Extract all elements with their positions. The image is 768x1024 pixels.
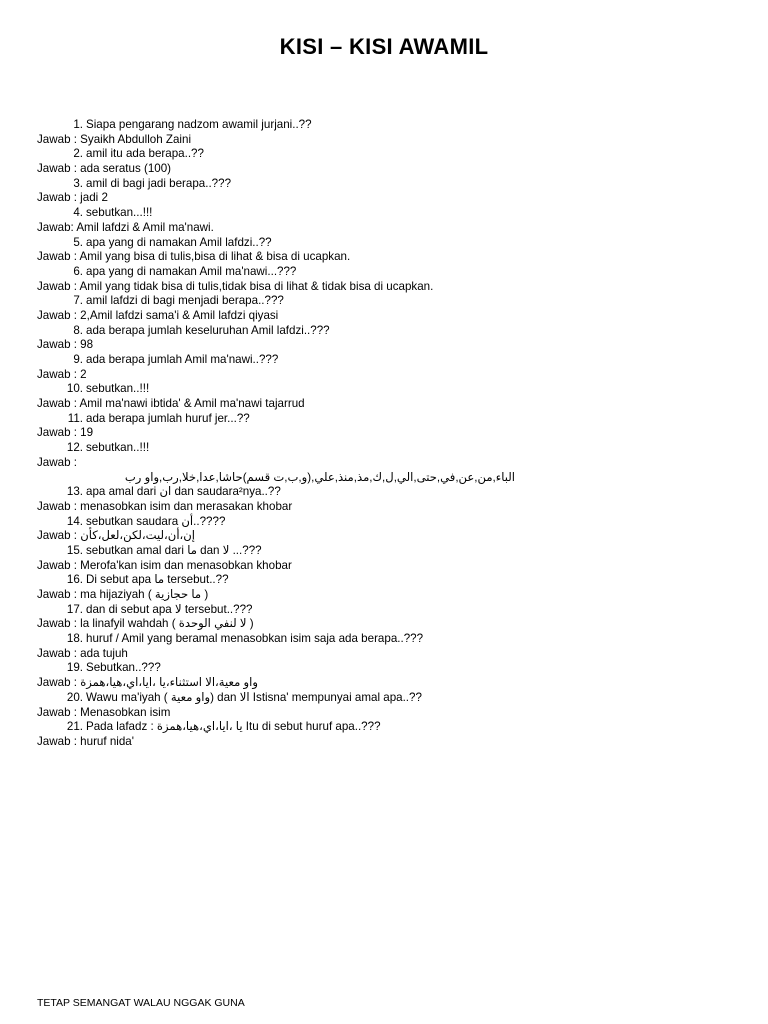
answer-line: Jawab : واو معية،الا استثناء،يا ،ايا،اي،هيا،همزة [37, 676, 258, 690]
question-item [37, 441, 737, 456]
question-item [37, 206, 737, 221]
answer-line: Jawab : 2,Amil lafdzi sama'i & Amil lafdzi qiyasi [37, 308, 279, 322]
question-number: 15. [66, 543, 83, 557]
question-item [37, 412, 737, 427]
question-number: 17. [66, 602, 83, 616]
question-text: amil lafdzi di bagi menjadi berapa..??? [86, 294, 284, 308]
question-number: 5. [73, 235, 83, 249]
answer-line: Jawab : Amil yang tidak bisa di tulis,tidak bisa di lihat & tidak bisa di ucapkan. [37, 279, 434, 293]
question-number: 7. [73, 294, 83, 308]
question-number: 9. [73, 353, 83, 366]
question-number: 11. [67, 411, 83, 425]
question-text: huruf / Amil yang beramal menasobkan isim saja ada berapa..??? [86, 632, 424, 646]
question-text: sebutkan...!!! [86, 206, 153, 220]
question-number: 13. [66, 485, 83, 499]
question-item [37, 382, 737, 397]
question-text: apa yang di namakan Amil ma'nawi...??? [86, 264, 297, 278]
question-text: apa amal dari ان dan saudara²nya..?? [86, 485, 281, 499]
question-text: Di sebut apa ما tersebut..?? [86, 573, 229, 587]
question-number: 21. [66, 720, 83, 734]
question-item [37, 118, 737, 133]
question-text: ada berapa jumlah huruf jer...?? [86, 411, 250, 425]
question-item [37, 265, 737, 280]
answer-line: Jawab : 98 [37, 338, 94, 352]
answer-line: Jawab : 19 [37, 426, 94, 440]
question-item [37, 720, 737, 735]
question-item [37, 177, 737, 192]
question-text: amil itu ada berapa..?? [86, 147, 204, 161]
question-number: 6. [73, 264, 83, 278]
answer-line: Jawab : [37, 455, 77, 469]
question-text: sebutkan..!!! [86, 441, 150, 455]
question-number: 8. [73, 323, 83, 337]
answer-line: Jawab : Amil ma'nawi ibtida' & Amil ma'nawi tajarrud [37, 397, 305, 411]
question-item [37, 544, 737, 559]
question-text: dan di sebut apa لا tersebut..??? [86, 602, 253, 616]
question-text: Sebutkan..??? [86, 661, 161, 675]
question-text: apa yang di namakan Amil lafdzi..?? [86, 235, 272, 249]
question-number: 4. [73, 206, 83, 220]
question-number: 10. [66, 382, 83, 396]
question-item [37, 353, 737, 368]
question-text: amil di bagi jadi berapa..??? [86, 176, 232, 190]
question-text: ada berapa jumlah Amil ma'nawi..??? [86, 353, 279, 366]
answer-line: Jawab : jadi 2 [37, 191, 108, 205]
question-item [37, 485, 737, 500]
question-item [37, 324, 737, 339]
answer-line: Jawab : Merofa'kan isim dan menasobkan khobar [37, 558, 292, 572]
question-item [37, 236, 737, 251]
footer-text: TETAP SEMANGAT WALAU NGGAK GUNA [37, 997, 245, 1009]
question-item [37, 147, 737, 162]
answer-line: Jawab : إن،أن،ليت،لكن،لعل،كأن [37, 529, 196, 543]
question-text: Siapa pengarang nadzom awamil jurjani..?? [86, 118, 312, 131]
question-number: 16. [66, 573, 83, 587]
question-number: 2. [73, 147, 83, 161]
question-item [37, 691, 737, 706]
answer-line: Jawab : 2 [37, 367, 87, 381]
answer-line: Jawab : ada tujuh [37, 646, 128, 660]
answer-line: Jawab : la linafyil wahdah ( لا لنفي الوحدة ) [37, 617, 254, 631]
question-item [37, 603, 737, 618]
question-number: 1. [73, 118, 83, 131]
question-item [37, 294, 737, 309]
arabic-answer-line: الباء,من,عن,في,حتى,الي,ل,ك,مذ,منذ,علي,(و,ب,ت قسم)حاشا,عدا,خلا,رب,واو رب [124, 470, 515, 484]
question-number: 3. [73, 176, 83, 190]
answer-line: Jawab : Amil yang bisa di tulis,bisa di lihat & bisa di ucapkan. [37, 250, 351, 264]
question-text: Pada lafadz : يا ،ايا،اي،هيا،همزة Itu di sebut huruf apa..??? [86, 720, 381, 734]
answer-line: Jawab : ada seratus (100) [37, 162, 172, 176]
question-text: sebutkan..!!! [86, 382, 150, 396]
question-number: 19. [66, 661, 83, 675]
question-item [37, 661, 737, 676]
question-number: 18. [66, 632, 83, 646]
answer-line: Jawab : huruf nida' [37, 734, 134, 748]
question-text: sebutkan amal dari ما dan لا ...??? [86, 543, 262, 557]
question-item [37, 573, 737, 588]
answer-line: Jawab : menasobkan isim dan merasakan khobar [37, 499, 293, 513]
question-text: sebutkan saudara أن..???? [86, 514, 226, 528]
question-number: 12. [66, 441, 83, 455]
answer-line: Jawab : Syaikh Abdulloh Zaini [37, 132, 192, 146]
question-item [37, 515, 737, 530]
question-text: ada berapa jumlah keseluruhan Amil lafdzi..??? [86, 323, 330, 337]
answer-line: Jawab: Amil lafdzi & Amil ma'nawi. [37, 220, 214, 234]
question-number: 20. [66, 690, 83, 704]
qa-list [37, 118, 737, 750]
question-number: 14. [66, 514, 83, 528]
answer-line: Jawab : ma hijaziyah ( ما حجازية ) [37, 588, 209, 601]
document-title: KISI – KISI AWAMIL [279, 34, 489, 59]
question-text: Wawu ma'iyah ( واو معية) dan الا Istisna' mempunyai amal apa..?? [86, 690, 422, 704]
answer-line: Jawab : Menasobkan isim [37, 705, 171, 719]
question-item [37, 632, 737, 647]
